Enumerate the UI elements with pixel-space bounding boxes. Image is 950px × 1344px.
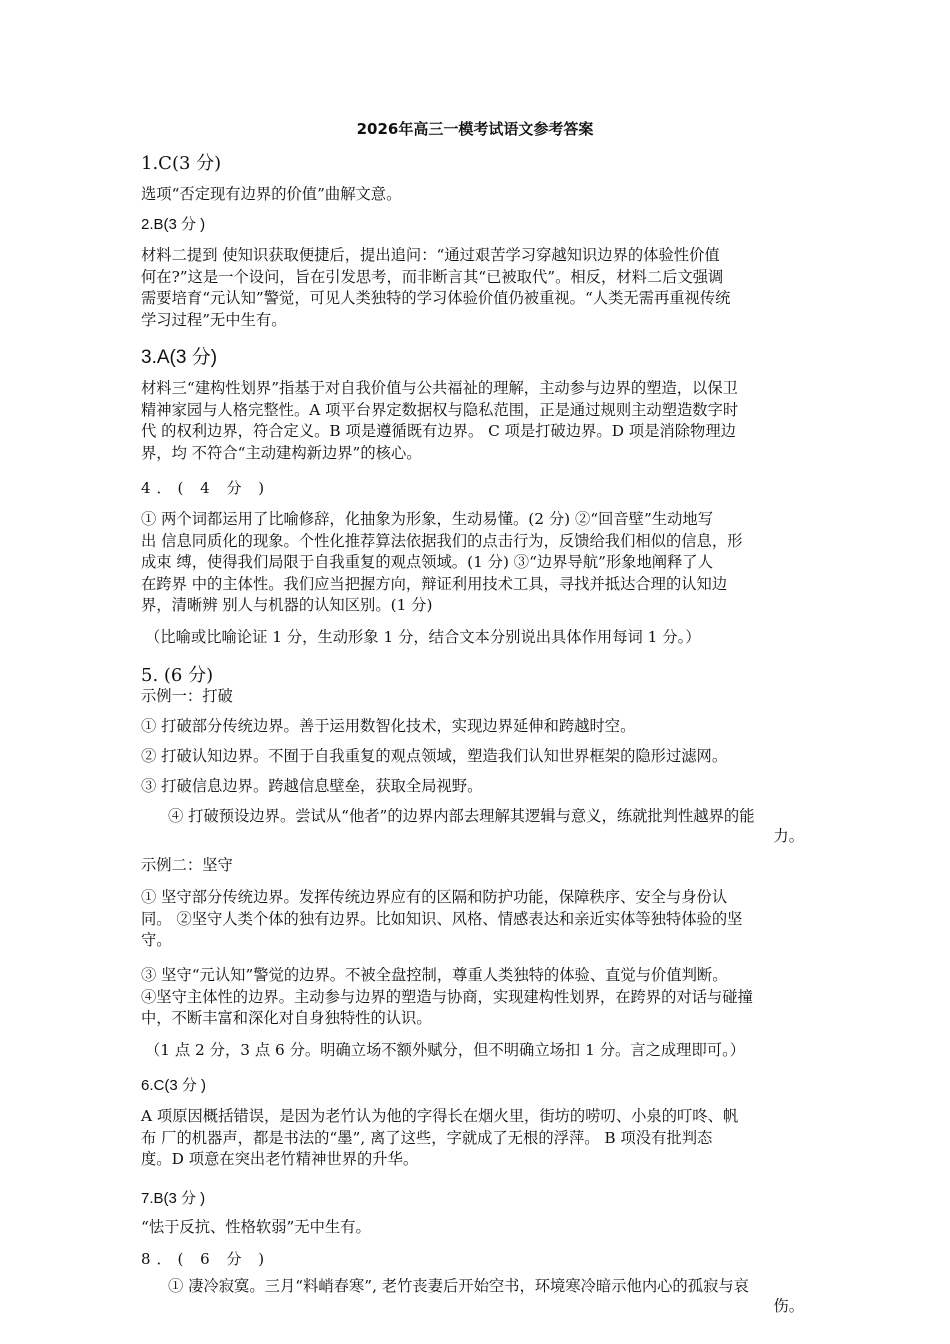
q5-example2-line: 守。	[141, 931, 172, 949]
q4-line: 成束 缚，使得我们局限于自我重复的观点领域。(1 分) ③“边界导航”形象地阐释了人	[141, 553, 713, 571]
q3-explanation	[141, 378, 811, 464]
q5-scoring-note: （1 点 2 分，3 点 6 分。明确立场不额外赋分，但不明确立场扣 1 分。言之成理即可。）	[145, 1041, 746, 1059]
q1-answer: 选项“否定现有边界的价值”曲解文意。	[141, 185, 402, 203]
q5-heading: 5. (6 分)	[141, 665, 214, 686]
q4-explanation	[141, 509, 811, 617]
q6-line: A 项原因概括错误，是因为老竹认为他的字得长在烟火里，街坊的唠叨、小泉的叮咚、帆	[141, 1107, 739, 1125]
q5-example2-para1	[141, 887, 811, 952]
q5-example2-line: ① 坚守部分传统边界。发挥传统边界应有的区隔和防护功能，保障秩序、安全与身份认	[141, 888, 728, 906]
q4-line: 界，清晰辨 别人与机器的认知区别。(1 分)	[141, 596, 433, 614]
q1-heading: 1.C(3 分)	[141, 153, 222, 174]
q5-example1-title: 示例一：打破	[141, 687, 233, 705]
q5-example1-item: ① 打破部分传统边界。善于运用数智化技术，实现边界延伸和跨越时空。	[141, 717, 636, 735]
q3-line: 代 的权利边界，符合定义。B 项是遵循既有边界。 C 项是打破边界。D 项是消除物理边	[141, 422, 736, 440]
q4-line: 在跨界 中的主体性。我们应当把握方向，辩证利用技术工具，寻找并抵达合理的认知边	[141, 574, 728, 593]
q6-explanation	[141, 1106, 811, 1171]
document-title: 2026年高三一模考试语文参考答案	[356, 120, 594, 138]
q5-example1-item4: ④ 打破预设边界。尝试从“他者”的边界内部去理解其逻辑与意义，练就批判性越界的能	[168, 807, 755, 825]
q5-example2-para2	[141, 965, 811, 1030]
q4-heading: 4．( 4 分 )	[141, 479, 271, 497]
q2-line: 需要培育“元认知”警觉，可见人类独特的学习体验价值仍被重视。“人类无需再重视传统	[141, 289, 731, 307]
q2-line: 学习过程”无中生有。	[141, 310, 287, 329]
q2-line: 材料二提到 使知识获取便捷后，提出追问：“通过艰苦学习穿越知识边界的体验性价值	[141, 246, 720, 264]
q5-example2-line: 同。 ②坚守人类个体的独有边界。比如知识、风格、情感表达和亲近实体等独特体验的坚	[141, 909, 743, 928]
q4-line: 出 信息同质化的现象。个性化推荐算法依据我们的点击行为，反馈给我们相似的信息，形	[141, 531, 743, 550]
q5-example2-line: 中，不断丰富和深化对自身独特性的认识。	[141, 1009, 432, 1027]
q5-example1-item4-cont: 力。	[773, 827, 804, 845]
q2-explanation	[141, 245, 811, 331]
q8-item1: ① 凄冷寂寞。三月“料峭春寒”, 老竹丧妻后开始空书，环境寒冷暗示他内心的孤寂与哀	[168, 1277, 749, 1295]
q3-line: 精神家园与人格完整性。A 项平台界定数据权与隐私范围，正是通过规则主动塑造数字时	[141, 400, 739, 419]
q3-line: 界，均 不符合“主动建构新边界”的核心。	[141, 443, 422, 462]
q6-heading: 6.C(3 分 )	[141, 1077, 207, 1094]
q5-example2-title: 示例二：坚守	[141, 856, 233, 874]
q5-example1-item: ③ 打破信息边界。跨越信息壁垒，获取全局视野。	[141, 777, 483, 795]
q7-answer: “怯于反抗、性格软弱”无中生有。	[141, 1218, 371, 1236]
q2-heading: 2.B(3 分 )	[141, 216, 206, 233]
q7-heading: 7.B(3 分 )	[141, 1190, 206, 1207]
q5-example1-item: ② 打破认知边界。不囿于自我重复的观点领域，塑造我们认知世界框架的隐形过滤网。	[141, 747, 728, 765]
q4-scoring-note: （比喻或比喻论证 1 分，生动形象 1 分，结合文本分别说出具体作用每词 1 分。）	[145, 628, 701, 646]
q4-line: ① 两个词都运用了比喻修辞，化抽象为形象，生动易懂。(2 分) ②“回音壁”生动地写	[141, 510, 713, 528]
q3-heading: 3.A(3 分)	[141, 347, 218, 368]
q5-example2-line: ④坚守主体性的边界。主动参与边界的塑造与协商，实现建构性划界，在跨界的对话与碰撞	[141, 987, 753, 1006]
q2-line: 何在?”这是一个设问，旨在引发思考，而非断言其“已被取代”。相反，材料二后文强调	[141, 267, 724, 286]
q8-item1-cont: 伤。	[773, 1297, 804, 1315]
q3-line: 材料三“建构性划界”指基于对自我价值与公共福祉的理解，主动参与边界的塑造，以保卫	[141, 379, 738, 397]
q6-line: 度。D 项意在突出老竹精神世界的升华。	[141, 1150, 419, 1168]
q6-line: 布 厂的机器声，都是书法的“墨”, 离了这些，字就成了无根的浮萍。 B 项没有批判态	[141, 1128, 713, 1147]
q5-example2-line: ③ 坚守“元认知”警觉的边界。不被全盘控制，尊重人类独特的体验、直觉与价值判断。	[141, 966, 728, 984]
q8-heading: 8．( 6 分 )	[141, 1250, 271, 1268]
